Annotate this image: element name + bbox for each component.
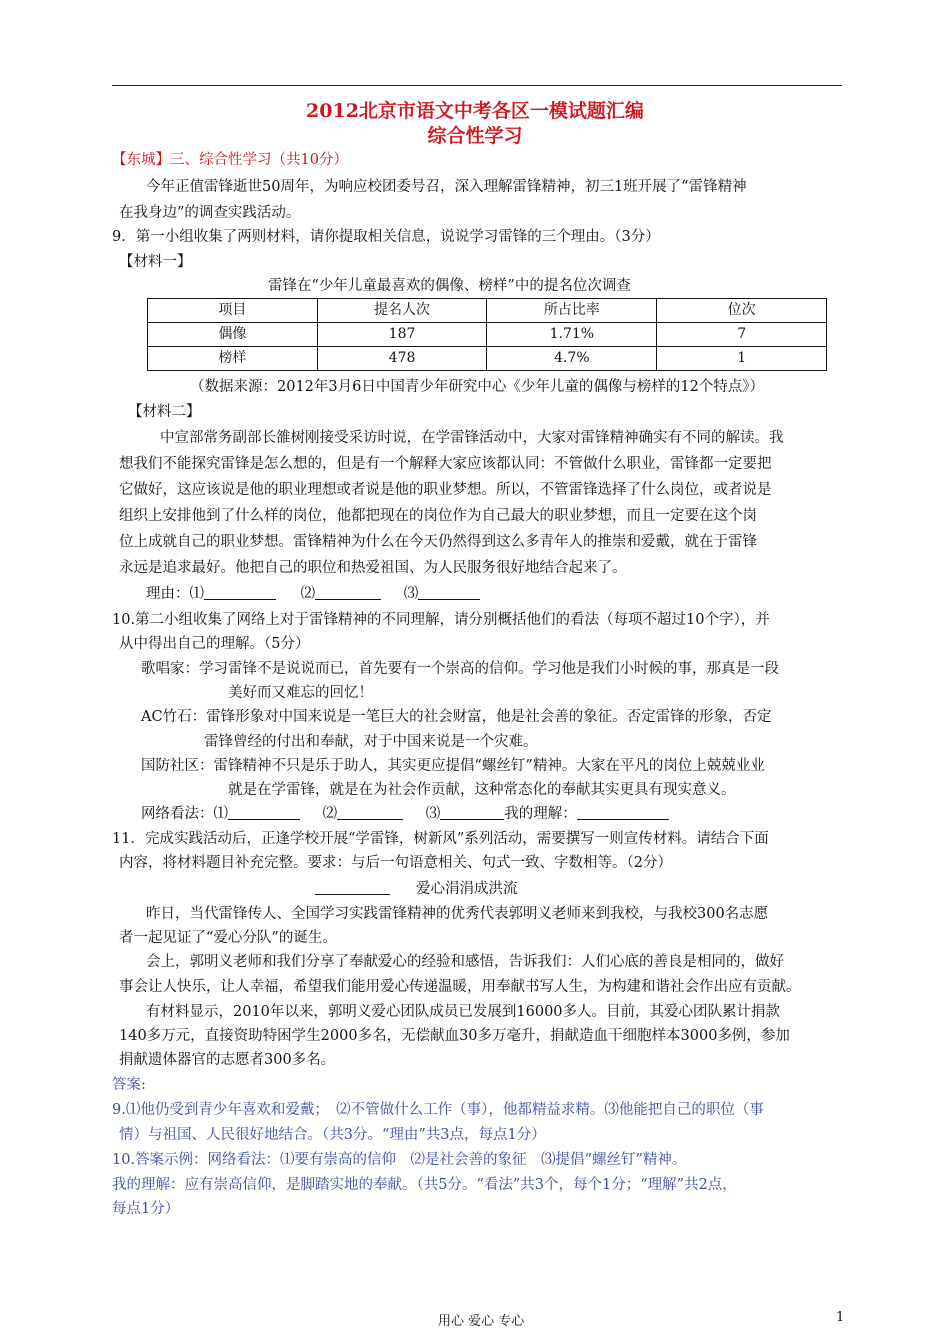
- table-cell: 1.71%: [487, 323, 657, 347]
- defense-view: 就是在学雷锋，就是在为社会作贡献，这种常态化的奉献其实更具有现实意义。: [228, 782, 736, 798]
- material2-line: 中宣部常务副部长雒树刚接受采访时说，在学雷锋活动中，大家对雷锋精神确实有不同的解读。我: [160, 430, 784, 446]
- news-paragraph: 会上，郭明义老师和我们分享了奉献爱心的经验和感悟，告诉我们：人们心底的善良是相同的，做好: [146, 954, 784, 970]
- q10-prompt: 10.第二小组收集了网络上对于雷锋精神的不同理解，请分别概括他们的看法（每项不超过10个字），并: [112, 612, 770, 628]
- table-cell: 7: [657, 323, 827, 347]
- my-understanding-label: 我的理解：: [504, 806, 577, 822]
- table-cell: 偶像: [148, 323, 318, 347]
- news-paragraph: 者一起见证了“爱心分队”的诞生。: [119, 930, 337, 946]
- material2-label: 【材料二】: [128, 404, 201, 420]
- material1-label: 【材料一】: [119, 254, 192, 270]
- view-blank-1[interactable]: [228, 805, 300, 820]
- news-paragraph: 捐献遗体器官的志愿者300多名。: [119, 1052, 336, 1068]
- ac-view: 雷锋曾经的付出和奉献，对于中国来说是一个灾难。: [204, 734, 538, 750]
- section-heading: [112, 150, 348, 170]
- table-header-cell: 项目: [148, 299, 318, 323]
- answer-9: 情）与祖国、人民很好地结合。（共3分。“理由”共3点，每点1分）: [119, 1127, 546, 1143]
- defense-view: 国防社区：雷锋精神不只是乐于助人，其实更应提倡“螺丝钉”精神。大家在平凡的岗位上兢兢业业: [141, 758, 765, 774]
- table-header-row: [148, 299, 827, 323]
- q9-prompt: 9．第一小组收集了两则材料，请你提取相关信息，说说学习雷锋的三个理由。（3分）: [112, 229, 660, 245]
- material2-line: 永远是追求最好。他把自己的职位和热爱祖国、为人民服务很好地结合起来了。: [119, 560, 627, 576]
- material2-line: 位上成就自己的职业梦想。雷锋精神为什么在今天仍然得到这么多青年人的推崇和爱戴，就在于雷锋: [119, 534, 757, 550]
- table-cell: 187: [317, 323, 487, 347]
- singer-view: 歌唱家：学习雷锋不是说说而已，首先要有一个崇高的信仰。学习他是我们小时候的事，那真是一段: [141, 661, 779, 677]
- view-blank-2[interactable]: [337, 805, 403, 820]
- survey-table: [147, 298, 827, 371]
- reason-blank-1[interactable]: [204, 585, 276, 600]
- table-row: [148, 347, 827, 371]
- table-cell: 478: [317, 347, 487, 371]
- table-header-cell: 所占比率: [487, 299, 657, 323]
- news-paragraph: 昨日，当代雷锋传人、全国学习实践雷锋精神的优秀代表郭明义老师来到我校，与我校300名志愿: [146, 906, 769, 922]
- reason-label: 理由：⑴: [146, 586, 204, 602]
- table-cell: 4.7%: [487, 347, 657, 371]
- news-paragraph: 有材料显示，2010年以来，郭明义爱心团队成员已发展到16000多人。目前，其爱心团队累计捐款: [146, 1004, 781, 1020]
- reason-blank-3[interactable]: [418, 585, 480, 600]
- news-paragraph: 事会让人快乐，让人幸福，希望我们能用爱心传递温暖，用奉献书写人生，为构建和谐社会作出应有贡献。: [119, 979, 801, 995]
- reason-label: ⑵: [300, 586, 316, 602]
- q11-prompt: 内容，将材料题目补充完整。要求：与后一句语意相关、句式一致、字数相等。（2分）: [119, 855, 672, 871]
- footer-motto: 用心 爱心 专心: [438, 1314, 525, 1329]
- q11-prompt: 11．完成实践活动后，正逢学校开展“学雷锋，树新风”系列活动，需要撰写一则宣传材料。请结合下面: [112, 831, 769, 847]
- views-label: ⑶: [425, 806, 441, 822]
- table-header-cell: 位次: [657, 299, 827, 323]
- section-title: 三、综合性学习（共10分）: [170, 152, 348, 168]
- intro-line: 今年正值雷锋逝世50周年，为响应校团委号召，深入理解雷锋精神，初三1班开展了“雷锋精神: [146, 179, 747, 195]
- table-header-cell: 提名人次: [317, 299, 487, 323]
- table-caption: 雷锋在“少年儿童最喜欢的偶像、榜样”中的提名位次调查: [268, 278, 631, 294]
- header-rule: [112, 85, 842, 86]
- headline-text: 爱心涓涓成洪流: [416, 881, 518, 897]
- my-understanding-blank[interactable]: [577, 805, 669, 820]
- view-blank-3[interactable]: [440, 805, 504, 820]
- table-row: [148, 323, 827, 347]
- table-cell: 榜样: [148, 347, 318, 371]
- intro-line: 在我身边”的调查实践活动。: [119, 205, 301, 221]
- answers-label: 答案:: [112, 1077, 146, 1093]
- answer-10: 每点1分）: [112, 1201, 180, 1217]
- table-cell: 1: [657, 347, 827, 371]
- reason-label: ⑶: [403, 586, 419, 602]
- q10-prompt: 从中得出自己的理解。（5分）: [119, 636, 310, 652]
- headline-row: [315, 879, 518, 899]
- page-number: 1: [836, 1310, 845, 1325]
- material2-line: 组织上安排他到了什么样的岗位，他都把现在的岗位作为自己最大的职业梦想，而且一定要在这个岗: [119, 508, 757, 524]
- reason-blank-2[interactable]: [315, 585, 381, 600]
- table-source: （数据来源：2012年3月6日中国青少年研究中心《少年儿童的偶像与榜样的12个特点》）: [190, 379, 765, 395]
- singer-view: 美好而又难忘的回忆！: [228, 685, 373, 701]
- page-title: 2012北京市语文中考各区一模试题汇编: [306, 100, 644, 122]
- headline-blank[interactable]: [315, 880, 390, 895]
- answer-10: 我的理解：应有崇高信仰，是脚踏实地的奉献。（共5分。“看法”共3个，每个1分；“理解”共2点，: [112, 1177, 737, 1193]
- material2-line: 它做好，这应该说是他的职业理想或者说是他的职业梦想。所以，不管雷锋选择了什么岗位，或者说是: [119, 482, 772, 498]
- district-tag: 【东城】: [112, 152, 170, 168]
- answer-10: 10.答案示例：网络看法：⑴要有崇高的信仰 ⑵是社会善的象征 ⑶提倡“螺丝钉”精神。: [112, 1152, 687, 1168]
- answer-9: 9.⑴他仍受到青少年喜欢和爱戴； ⑵不管做什么工作（事），他都精益求精。⑶他能把自己的职位（事: [112, 1102, 764, 1118]
- news-paragraph: 140多万元，直接资助特困学生2000多名，无偿献血30多万毫升，捐献造血干细胞样本3000多例，参加: [119, 1028, 790, 1044]
- views-label: 网络看法：⑴: [141, 806, 228, 822]
- views-row: [141, 804, 669, 824]
- material2-line: 想我们不能探究雷锋是怎么想的，但是有一个解释大家应该都认同：不管做什么职业，雷锋都一定要把: [119, 456, 772, 472]
- ac-view: AC竹石：雷锋形象对中国来说是一笔巨大的社会财富，他是社会善的象征。否定雷锋的形象，否定: [141, 709, 772, 725]
- views-label: ⑵: [322, 806, 338, 822]
- page-subtitle: 综合性学习: [427, 125, 523, 147]
- reason-row: [146, 584, 480, 604]
